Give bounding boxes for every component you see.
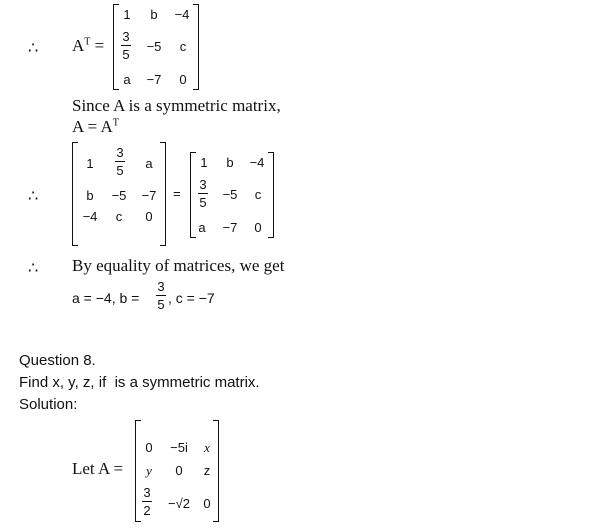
equality-statement: By equality of matrices, we get xyxy=(72,256,285,275)
question-title: Question 8. xyxy=(19,352,96,369)
matrix-cell: 0 xyxy=(145,209,153,224)
matrix-cell: −4 xyxy=(174,7,190,22)
symmetric-statement: Since A is a symmetric matrix, xyxy=(72,96,281,115)
matrix-cell: z xyxy=(203,463,211,478)
matrix-cell: −7 xyxy=(222,220,238,235)
fraction-3-5: 3 5 xyxy=(122,29,130,62)
therefore-symbol: ∴ xyxy=(28,38,39,57)
matrix-cell: −5 xyxy=(146,39,162,54)
matrix-cell: −5i xyxy=(170,440,188,455)
fraction-3-5: 3 5 xyxy=(199,177,207,210)
let-a-label: Let A = xyxy=(72,459,124,478)
therefore-symbol: ∴ xyxy=(28,258,39,277)
fraction-3-5: 3 5 xyxy=(157,279,165,312)
matrix-cell: −4 xyxy=(82,209,98,224)
matrix-cell: −4 xyxy=(249,155,265,170)
matrix-cell: c xyxy=(115,209,123,224)
at-label: $A^T$ = xyxy=(72,36,105,55)
matrix-cell: 0 xyxy=(179,72,187,87)
matrix-cell: 1 xyxy=(200,155,208,170)
matrix-cell: c xyxy=(179,39,187,54)
matrix-cell: 0 xyxy=(203,496,211,511)
equals-sign: = xyxy=(173,186,181,201)
matrix-cell: 1 xyxy=(86,156,94,171)
matrix-cell: −5 xyxy=(111,188,127,203)
matrix-cell: x xyxy=(204,440,210,455)
matrix-at-2 xyxy=(190,152,274,238)
fraction-3-5: 3 5 xyxy=(116,145,124,178)
matrix-at xyxy=(113,4,199,90)
question-text: Find x, y, z, if is a symmetric matrix. xyxy=(19,374,260,391)
matrix-cell: 0 xyxy=(145,440,153,455)
matrix-cell: y xyxy=(146,463,152,478)
matrix-cell: 0 xyxy=(175,463,183,478)
matrix-let-a xyxy=(135,420,219,522)
result-line: a = −4, b = 3 5 , c = −7 xyxy=(72,279,215,312)
matrix-cell: −√2 xyxy=(168,496,190,511)
matrix-cell: −5 xyxy=(222,187,238,202)
matrix-cell: b xyxy=(150,7,158,22)
therefore-symbol: ∴ xyxy=(28,186,39,205)
matrix-cell: 0 xyxy=(254,220,262,235)
matrix-cell: a xyxy=(145,156,153,171)
fraction-3-2: 3 2 xyxy=(143,485,151,518)
solution-label: Solution: xyxy=(19,396,78,413)
matrix-cell: b xyxy=(226,155,234,170)
matrix-cell: c xyxy=(254,187,262,202)
matrix-cell: a xyxy=(123,72,131,87)
matrix-cell: −7 xyxy=(141,188,157,203)
matrix-cell: −7 xyxy=(146,72,162,87)
matrix-a xyxy=(72,142,166,246)
a-equals-at: $A = A^T$ xyxy=(72,117,119,136)
matrix-cell: a xyxy=(198,220,206,235)
matrix-cell: b xyxy=(86,188,94,203)
matrix-cell: 1 xyxy=(123,7,131,22)
